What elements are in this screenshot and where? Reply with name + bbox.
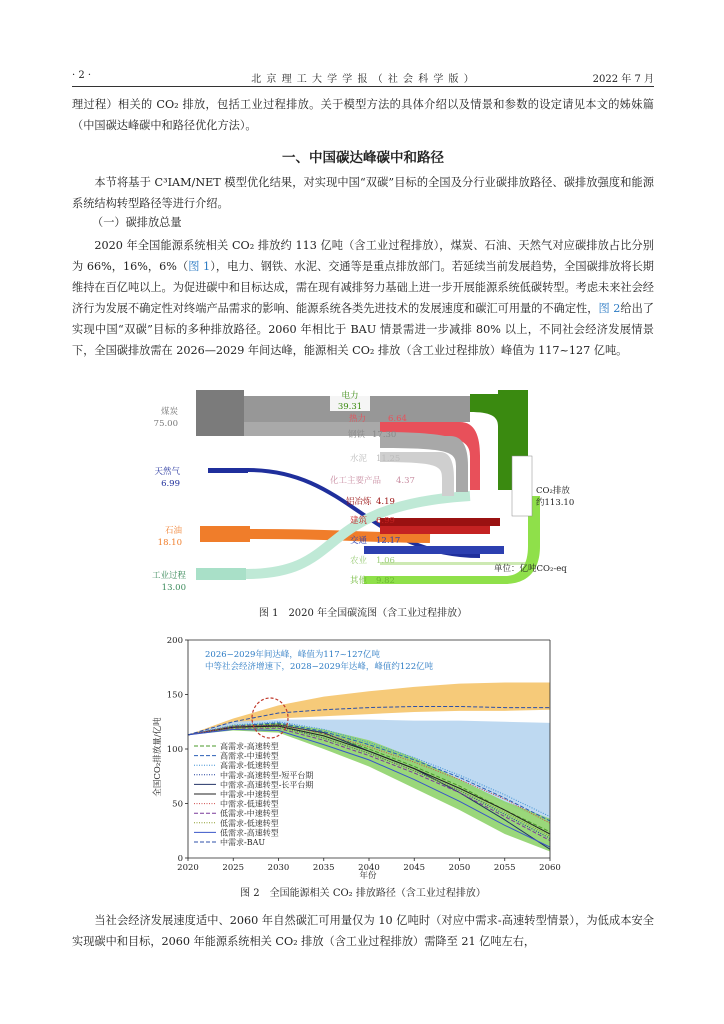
x-tick-label: 2045 bbox=[403, 863, 426, 873]
legend-label-8: 低需求-低速转型 bbox=[220, 818, 279, 828]
sink-value-cement: 11.25 bbox=[376, 454, 401, 464]
x-tick-label: 2020 bbox=[177, 863, 199, 873]
x-tick-label: 2055 bbox=[493, 863, 516, 873]
intro-paragraph: 理过程）相关的 CO₂ 排放，包括工业过程排放。关于模型方法的具体介绍以及情景和参数的设定请见本文的姊妹篇（中国碳达峰碳中和路径优化方法）。 bbox=[72, 98, 654, 132]
issue-date: 2022 年 7 月 bbox=[592, 74, 654, 85]
sink-value-building: 6.99 bbox=[376, 516, 395, 526]
fig1-sankey bbox=[150, 386, 590, 596]
legend-label-2: 高需求-低速转型 bbox=[220, 761, 279, 771]
source-label-gas: 天然气 bbox=[154, 467, 180, 477]
chart-annotation-1: 2026−2029年间达峰，峰值为117~127亿吨 bbox=[205, 650, 380, 660]
fig1-unit: 单位：亿吨CO₂-eq bbox=[494, 564, 567, 574]
y-tick-label: 0 bbox=[177, 854, 183, 864]
sink-band-aluminium bbox=[380, 518, 500, 526]
legend-label-9: 低需求-高速转型 bbox=[220, 828, 279, 838]
sink-band-steel bbox=[380, 436, 468, 492]
sink-value-agri: 1.06 bbox=[376, 556, 395, 566]
source-bar-oil bbox=[200, 526, 250, 542]
total-value: 约113.10 bbox=[536, 498, 575, 508]
sink-band-building bbox=[380, 526, 490, 534]
y-tick-label: 50 bbox=[172, 799, 183, 810]
legend-label-4: 中需求-高速转型-长平台期 bbox=[220, 780, 314, 790]
sink-value-transport: 12.17 bbox=[376, 536, 401, 546]
sink-label-aluminium: 铝冶炼 bbox=[346, 497, 372, 507]
y-tick-label: 150 bbox=[166, 690, 183, 701]
page-number: · 2 · bbox=[72, 70, 92, 81]
sink-label-chem: 化工主要产品 bbox=[330, 476, 382, 486]
y-tick-label: 100 bbox=[166, 745, 183, 755]
legend-label-5: 中需求-中速转型 bbox=[220, 790, 279, 799]
chart-legend bbox=[194, 741, 313, 847]
subsection-title: （一）碳排放总量 bbox=[92, 216, 182, 229]
sink-label-other: 其他 bbox=[350, 576, 368, 586]
fig2-caption: 图 2 全国能源相关 CO₂ 排放路径（含工业过程排放） bbox=[240, 888, 486, 899]
total-label: CO₂排放 bbox=[536, 486, 570, 496]
x-tick-label: 2035 bbox=[312, 863, 335, 873]
source-value-coal: 75.00 bbox=[153, 419, 178, 429]
sink-value-chem: 4.37 bbox=[396, 476, 415, 486]
legend-label-7: 低需求-中速转型 bbox=[220, 809, 279, 819]
header-rule bbox=[72, 86, 654, 87]
source-bar-process bbox=[196, 568, 246, 580]
chart-ylabel: 全国CO₂排放量/亿吨 bbox=[153, 717, 163, 797]
sink-value-other: 9.82 bbox=[376, 576, 395, 586]
chart-annotation-2: 中等社会经济增速下，2028−2029年达峰，峰值约122亿吨 bbox=[205, 662, 434, 672]
sink-label-cement: 水泥 bbox=[350, 454, 368, 464]
sink-value-steel: 17.30 bbox=[372, 430, 397, 440]
source-value-oil: 18.10 bbox=[157, 538, 182, 548]
fig1-link[interactable]: 图 1 bbox=[188, 260, 211, 273]
section-title: 一、中国碳达峰碳中和路径 bbox=[282, 150, 444, 166]
sink-value-power: 39.31 bbox=[337, 402, 363, 412]
legend-label-1: 高需求-中速转型 bbox=[220, 751, 279, 761]
fig1-caption: 图 1 2020 年全国碳流图（含工业过程排放） bbox=[258, 608, 468, 619]
main-paragraph-b: ），电力、钢铁、水泥、交通等是重点排放部门。若延续当前发展趋势，全国碳排放将长期维持在百亿吨以上。为促进碳中和目标达成，需在现有减排努力基础上进一步开展能源系统低碳转型。考虑未来社会经济行为发展不确定性对终端产品需求的影响、能源系统各类先进技术的发展速度和碳汇可用量的不确定性， bbox=[72, 260, 654, 315]
chart-xlabel: 年份 bbox=[359, 871, 377, 881]
x-tick-label: 2060 bbox=[539, 863, 561, 873]
x-tick-label: 2050 bbox=[448, 863, 471, 873]
legend-label-10: 中需求-BAU bbox=[220, 838, 266, 847]
sink-label-power: 电力 bbox=[341, 391, 359, 401]
source-label-coal: 煤炭 bbox=[160, 407, 178, 417]
sink-value-aluminium: 4.19 bbox=[376, 497, 395, 507]
main-paragraph-a: 2020 年全国能源系统相关 CO₂ 排放约 113 亿吨（含工业过程排放），煤炭、石油、天然气对应碳排放占比分别为 66%，16%，6%（ bbox=[72, 239, 654, 273]
legend-label-0: 高需求-高速转型 bbox=[220, 742, 279, 751]
legend-label-3: 中需求-高速转型-短平台期 bbox=[220, 770, 314, 780]
source-label-process: 工业过程 bbox=[151, 571, 186, 581]
sink-label-agri: 农业 bbox=[350, 556, 368, 566]
running-header bbox=[72, 70, 654, 84]
x-tick-label: 2030 bbox=[267, 863, 290, 873]
bottom-paragraph: 当社会经济发展速度适中、2060 年自然碳汇可用量仅为 10 亿吨时（对应中需求-高速转型情景），为低成本安全实现碳中和目标，2060 年能源系统相关 CO₂ 排放（含工业过程排放）需降至 21 亿吨左右， bbox=[72, 914, 654, 948]
source-value-process: 13.00 bbox=[161, 583, 186, 593]
legend-label-6: 中需求-低速转型 bbox=[220, 799, 279, 809]
sink-value-heat: 6.64 bbox=[388, 414, 407, 424]
source-label-oil: 石油 bbox=[164, 526, 182, 536]
sink-label-heat: 热力 bbox=[349, 414, 367, 424]
main-paragraph-c: 给出了实现中国“双碳”目标的多种排放路径。2060 年相比于 BAU 情景需进一步减排 80% 以上，不同社会经济发展情景下，全国碳排放需在 2026—2029 年间达峰，能源相关 CO₂ 排放（含工业过程排放）峰值为 117~127 亿吨。 bbox=[72, 302, 654, 357]
sink-label-building: 建筑 bbox=[350, 516, 368, 526]
sink-label-transport: 交通 bbox=[350, 536, 368, 546]
source-bar-gas bbox=[208, 468, 248, 473]
fig2-chart bbox=[150, 632, 570, 884]
source-bar-coal bbox=[196, 390, 244, 436]
total-node bbox=[512, 456, 532, 516]
x-tick-label: 2025 bbox=[222, 863, 245, 873]
sink-band-transport bbox=[364, 546, 504, 554]
fig2-link[interactable]: 图 2 bbox=[598, 302, 621, 315]
sink-label-steel: 钢铁 bbox=[348, 430, 366, 440]
source-value-gas: 6.99 bbox=[161, 479, 180, 489]
main-paragraph bbox=[72, 235, 654, 361]
journal-name: 北 京 理 工 大 学 学 报 （ 社 会 科 学 版 ） bbox=[251, 74, 475, 85]
x-tick-label: 2040 bbox=[358, 863, 380, 873]
y-tick-label: 200 bbox=[166, 636, 183, 646]
section-paragraph: 本节将基于 C³IAM/NET 模型优化结果，对实现中国“双碳”目标的全国及分行业碳排放路径、碳排放强度和能源系统结构转型路径等进行介绍。 bbox=[72, 176, 654, 210]
